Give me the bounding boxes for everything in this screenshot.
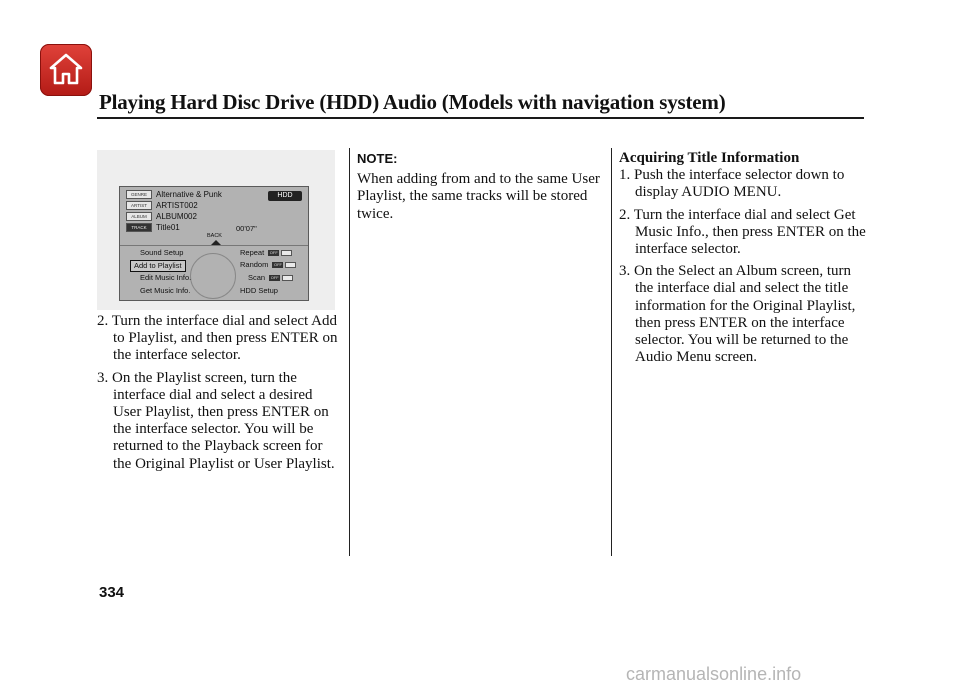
audio-menu-figure [97, 150, 335, 310]
menu-scan-label: Scan [248, 273, 266, 282]
menu-divider [120, 245, 308, 246]
menu-hdd-setup[interactable]: HDD Setup [240, 286, 278, 295]
menu-edit-music-info[interactable]: Edit Music Info. [140, 273, 192, 282]
step-item: 1. Push the interface selector down to display AUDIO MENU. [619, 167, 845, 201]
elapsed-time: 00'07" [236, 224, 257, 233]
step-item: 2. Turn the interface dial and select Add to Playlist, and then press ENTER on the interface selector. [97, 313, 338, 364]
step-item: 2. Turn the interface dial and select Get Music Info., then press ENTER on the interface selector. [619, 206, 866, 258]
scan-mode-icon [282, 275, 293, 281]
watermark: carmanualsonline.info [626, 664, 802, 684]
home-button[interactable] [40, 44, 92, 96]
random-mode-icon [285, 262, 296, 268]
genre-tag: GENRE [126, 190, 152, 199]
column-2 [357, 150, 607, 223]
section-heading: Acquiring Title Information [619, 150, 800, 166]
note-text: When adding from and to the same User Playlist, the same tracks will be stored twice. [357, 171, 600, 222]
scan-off-switch: OFF [270, 275, 279, 281]
column-divider [611, 148, 612, 556]
column-1 [97, 313, 342, 478]
step-item: 3. On the Playlist screen, turn the interface dial and select a desired User Playlist, then press ENTER on the interface selector. You will be returned to the Playback screen for the Original Playlist or User Playlist. [97, 369, 335, 472]
back-label: BACK [207, 233, 222, 239]
page-title: Playing Hard Disc Drive (HDD) Audio (Models with navigation system) [99, 90, 726, 114]
menu-get-music-info[interactable]: Get Music Info. [140, 286, 191, 295]
album-value: ALBUM002 [156, 212, 197, 221]
menu-scan[interactable] [248, 273, 293, 283]
artist-value: ARTIST002 [156, 201, 198, 210]
step-item: 3. On the Select an Album screen, turn the interface dial and select the title information for the Original Playlist, then press ENTER on the interface selector. You will be returned to the Audio Menu screen. [619, 263, 856, 366]
album-tag: ALBUM [126, 212, 152, 221]
menu-repeat-label: Repeat [240, 248, 265, 257]
artist-tag: ARTIST [126, 201, 152, 210]
album-row [126, 212, 197, 221]
track-value: Title01 [156, 223, 180, 232]
title-rule [97, 117, 864, 119]
genre-row [126, 190, 222, 199]
genre-value: Alternative & Punk [156, 190, 222, 199]
hdd-badge: HDD [268, 191, 302, 201]
page-number: 334 [99, 584, 125, 601]
menu-sound-setup[interactable]: Sound Setup [140, 248, 184, 257]
menu-add-to-playlist[interactable]: Add to Playlist [130, 260, 186, 272]
note-label: NOTE: [357, 151, 398, 166]
menu-repeat[interactable] [240, 248, 292, 258]
menu-random-label: Random [240, 260, 269, 269]
column-divider [349, 148, 350, 556]
track-tag: TRACK [126, 223, 152, 232]
artist-row [126, 201, 198, 210]
interface-dial-icon [190, 253, 236, 299]
home-icon [48, 51, 84, 87]
menu-random[interactable] [240, 260, 296, 270]
track-row [126, 223, 180, 232]
repeat-off-switch: OFF [269, 250, 278, 256]
audio-menu-screen [119, 186, 309, 301]
repeat-mode-icon [281, 250, 292, 256]
column-3 [619, 150, 869, 371]
random-off-switch: OFF [273, 262, 282, 268]
